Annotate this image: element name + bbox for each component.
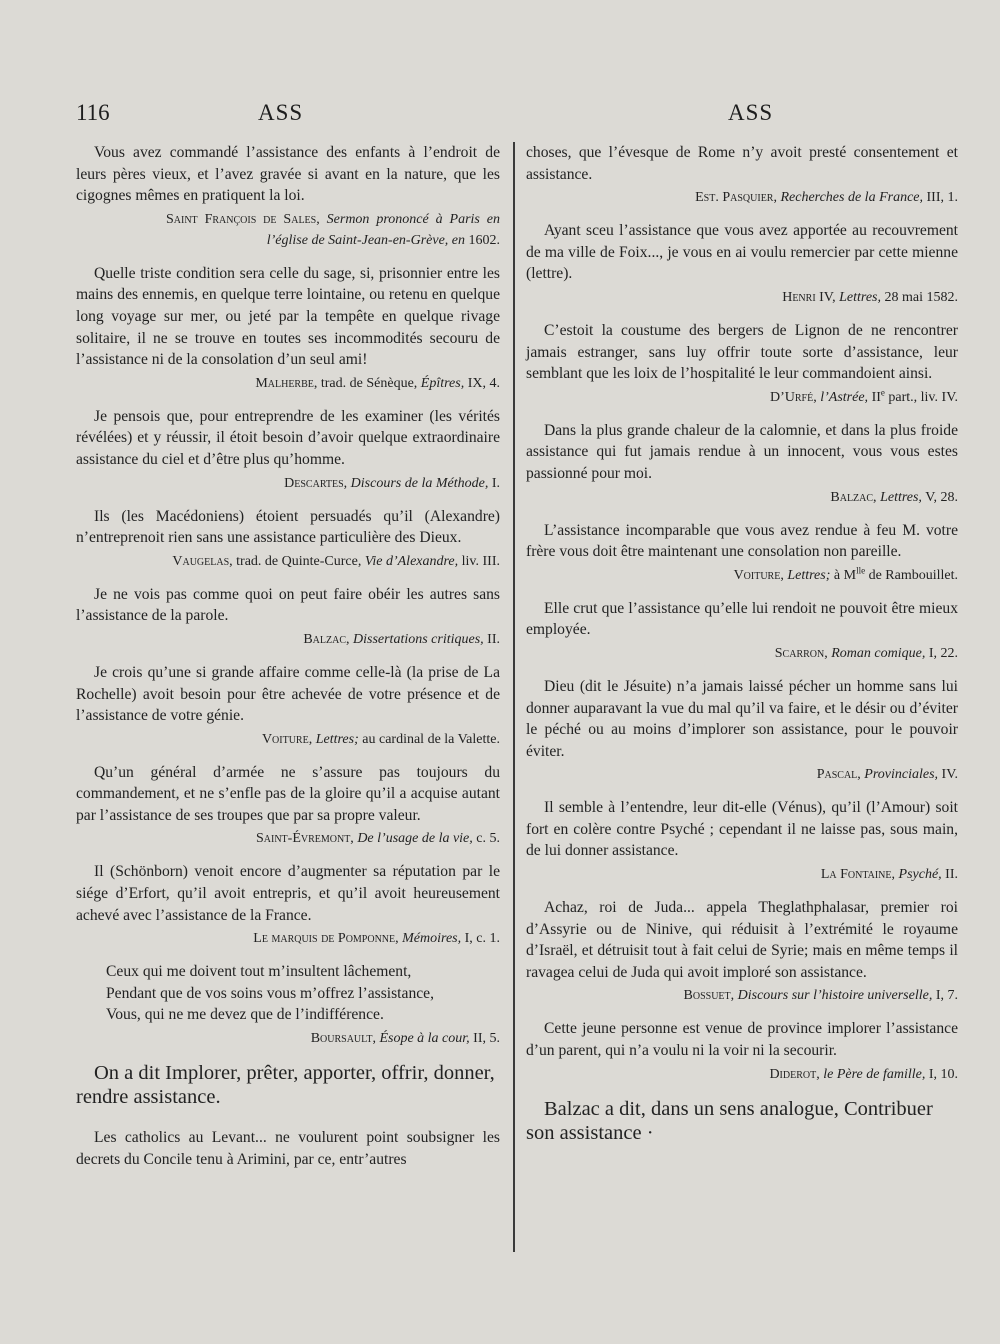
- quote: [76, 861, 500, 926]
- quote-text: Vous avez commandé l’assistance des enfants à l’endroit de leurs pères vieux, et l’avez gravée si avant en la nature, que les cigognes mêmes en pratiquent la loi.: [76, 144, 500, 205]
- quote: [76, 406, 500, 471]
- citation-author: Balzac,: [830, 489, 877, 505]
- left-column: [76, 142, 500, 1170]
- citation-ref: V, 28.: [925, 489, 958, 505]
- citation-author: Le marquis de Pomponne,: [253, 931, 399, 947]
- citation: [76, 828, 500, 849]
- citation-ref: au cardinal de la Valette.: [362, 731, 500, 747]
- citation-author: Saint-Évremont,: [255, 831, 354, 847]
- citation-work: Discours de la Méthode,: [350, 475, 489, 491]
- citation-author: Boursault,: [310, 1031, 376, 1047]
- citation-ref: 1602.: [468, 232, 500, 248]
- quote-text: L’assistance incomparable que vous avez rendue à feu M. votre frère vous doit être maintenant une consolation non pareille.: [526, 521, 958, 561]
- verse-line: Vous, qui ne me devez que de l’indifférence.: [106, 1006, 384, 1024]
- quote-text: Achaz, roi de Juda... appela Theglathphalasar, premier roi d’Assyrie ou de Ninive, qui réduisit à l’extrémité le royaume d’Israël, et détruisit tout à fait celui de Syrie; mais en même temps il ravagea celui de Juda qui avoit imploré son assistance.: [526, 899, 958, 981]
- quote-text: Je pensois que, pour entreprendre de les examiner (les vérités révélées) et y réussir, il étoit besoin d’avoir quelque extraordinaire assistance du ciel et d’être plus qu’homme.: [76, 407, 500, 468]
- usage-note: Balzac a dit, dans un sens analogue, Contribuer son assistance ·: [526, 1097, 933, 1144]
- quote: [526, 320, 958, 385]
- citation: [526, 1064, 958, 1085]
- quote-text: C’estoit la coustume des bergers de Lignon de ne rencontrer jamais estranger, sans luy offrir toute sorte d’assistance, leur semblant que les loix de l’hospitalité le leur commandoient ainsi.: [526, 321, 958, 383]
- citation-ref: IV.: [941, 767, 958, 783]
- citation-ref: 28 mai 1582.: [884, 289, 958, 305]
- citation: [526, 643, 958, 664]
- usage-note: On a dit Implorer, prêter, apporter, offrir, donner, rendre assistance.: [76, 1062, 495, 1109]
- citation-author: Scarron,: [774, 645, 828, 661]
- citation-ref: II.: [945, 867, 958, 883]
- quote: [526, 897, 958, 983]
- column-divider: [513, 142, 515, 1252]
- quote: [526, 220, 958, 285]
- citation-work: Mémoires,: [402, 931, 462, 947]
- quote-text: Dieu (dit le Jésuite) n’a jamais laissé pécher un homme sans lui donner auparavant la vue du mal qu’il va faire, et le désir ou d’éviter le péché ou au moins d’implorer son assistance, pour le pouvoir éviter.: [526, 677, 958, 760]
- quote-text: Je crois qu’une si grande affaire comme celle-là (la prise de La Rochelle) avoit besoin pour être achevée de votre présence et de l’assistance de votre génie.: [76, 663, 500, 725]
- citation-ref: I, 10.: [928, 1066, 958, 1082]
- citation-ref-post: de Rambouillet.: [868, 567, 958, 583]
- running-header: [0, 96, 1000, 132]
- citation-ref: IX, 4.: [467, 375, 500, 391]
- citation-ref: c. 5.: [476, 831, 500, 847]
- citation-work: Psyché,: [898, 867, 942, 883]
- citation: [76, 373, 500, 394]
- citation-ref-sup: lle: [856, 565, 866, 576]
- citation-work: Lettres;: [787, 567, 831, 583]
- quote-text: Il semble à l’entendre, leur dit-elle (Vénus), qu’il (l’Amour) soit fort en colère contre Psyché ; cependant il ne laisse pas, sous main, de lui donner assistance.: [526, 799, 958, 860]
- quote: [76, 584, 500, 627]
- citation-ref: II, 5.: [473, 1031, 500, 1047]
- citation-author: Descartes,: [284, 475, 348, 491]
- citation-work: Dissertations critiques,: [353, 631, 484, 647]
- citation-author: Voiture,: [733, 567, 784, 583]
- citation: [526, 187, 958, 208]
- citation-author: Saint François de Sales,: [166, 211, 320, 227]
- citation-work: Lettres,: [880, 489, 922, 505]
- citation-work: Lettres;: [315, 731, 359, 747]
- citation-author: Bossuet,: [683, 988, 735, 1004]
- citation-author: La Fontaine,: [820, 867, 896, 883]
- citation: [526, 565, 958, 586]
- citation-author: Pascal,: [816, 767, 861, 783]
- citation-ref: I, 7.: [935, 988, 958, 1004]
- citation-ref-pre: II: [871, 389, 881, 405]
- quote: [526, 797, 958, 862]
- citation-work: Discours sur l’histoire universelle,: [737, 988, 933, 1004]
- citation-ref: III, 1.: [926, 190, 958, 206]
- citation-author: Voiture,: [261, 731, 313, 747]
- quote: [76, 263, 500, 371]
- quote-text: choses, que l’évesque de Rome n’y avoit presté consentement et assistance.: [526, 144, 958, 183]
- citation: [76, 729, 500, 750]
- citation: [76, 209, 500, 251]
- quote-text: Dans la plus grande chaleur de la calomnie, et dans la plus froide assistance qui fut jamais rendue à un innocent, vous vous estes passionné pour moi.: [526, 421, 958, 482]
- quote: [76, 762, 500, 827]
- citation-pre: trad. de Quinte-Curce,: [236, 553, 362, 569]
- verse-line: Ceux qui me doivent tout m’insultent lâchement,: [106, 963, 412, 981]
- left-running-head: ASS: [258, 100, 304, 125]
- citation: [76, 551, 500, 572]
- citation: [526, 287, 958, 308]
- citation-ref: II.: [487, 631, 500, 647]
- citation: [526, 864, 958, 885]
- quote-text: Je ne vois pas comme quoi on peut faire obéir les autres sans l’assistance de la parole.: [76, 585, 500, 625]
- right-column: [526, 142, 958, 1163]
- quote-text: Ils (les Macédoniens) étoient persuadés qu’il (Alexandre) n’entreprenoit rien sans une assistance particulière des Dieux.: [76, 507, 500, 547]
- citation: [526, 764, 958, 785]
- citation-ref: liv. III.: [461, 553, 500, 569]
- citation-author: Diderot,: [769, 1066, 820, 1082]
- citation-author: Balzac,: [303, 631, 350, 647]
- quote-text: Qu’un général d’armée ne s’assure pas toujours du commandement, et ne s’enfle pas de la gloire qu’il a acquise autant par l’assistance de ses troupes que par sa propre valeur.: [76, 763, 500, 824]
- citation-work: l’Astrée,: [820, 389, 869, 405]
- citation-work: Roman comique,: [831, 645, 926, 661]
- citation: [526, 487, 958, 508]
- citation-work: le Père de famille,: [823, 1066, 926, 1082]
- citation-ref: I, c. 1.: [464, 931, 500, 947]
- citation-work: Épîtres,: [420, 375, 465, 391]
- quote-text: Les catholics au Levant... ne voulurent point soubsigner les decrets du Concile tenu à Arimini, par ce, entr’autres: [76, 1129, 500, 1168]
- citation-ref-post: part., liv. IV.: [888, 389, 958, 405]
- citation: [526, 985, 958, 1006]
- citation-author: Vaugelas,: [172, 553, 233, 569]
- citation-work: Vie d’Alexandre,: [364, 553, 459, 569]
- quote-text: Quelle triste condition sera celle du sage, si, prisonnier entre les mains des ennemis, en quelque terre lointaine, ou retenu en quelque long voyage sur mer, ou jeté par la tempête en quelque rivage solitaire, il ne se trouve en toutes ses incommodités secouru de l’assistance ni de la consolation d’un seul ami!: [76, 264, 500, 369]
- citation-work: Provinciales,: [864, 767, 939, 783]
- page-number: 116: [76, 100, 110, 125]
- verse-line: Pendant que de vos soins vous m’offrez l’assistance,: [106, 984, 434, 1002]
- right-running-head: ASS: [728, 100, 774, 125]
- citation-author: D’Urfé,: [770, 389, 817, 405]
- citation-ref: I.: [491, 475, 500, 491]
- citation-work: Sermon prononcé à Paris en l’église de Saint-Jean-en-Grève, en: [266, 211, 501, 248]
- quote: [76, 1127, 500, 1170]
- citation-work: De l’usage de la vie,: [357, 831, 473, 847]
- citation-ref: I, 22.: [928, 645, 958, 661]
- citation: [76, 928, 500, 949]
- quote: [526, 520, 958, 563]
- citation-work: Ésope à la cour,: [379, 1031, 470, 1047]
- quote-text: Ayant sceu l’assistance que vous avez apportée au recouvrement de ma ville de Foix..., je vous en ai voulu remercier par cette mienne (lettre).: [526, 222, 958, 283]
- citation-author: Est. Pasquier,: [695, 190, 777, 206]
- quote-text: Il (Schönborn) venoit encore d’augmenter sa réputation par le siége d’Erfort, qu’il avoit entrepris, et qu’il avoit heureusement achevé avec l’assistance de la France.: [76, 863, 500, 924]
- citation-work: Lettres,: [839, 289, 881, 305]
- citation: [76, 473, 500, 494]
- quote: [526, 676, 958, 762]
- citation-work: Recherches de la France,: [780, 190, 923, 206]
- quote-text: Elle crut que l’assistance qu’elle lui rendoit ne pouvoit être mieux employée.: [526, 599, 958, 639]
- verse-quote: [76, 961, 500, 1026]
- quote: [76, 506, 500, 549]
- quote: [526, 142, 958, 185]
- citation-ref-pre: à M: [833, 567, 857, 583]
- citation-ref-sup: e: [880, 387, 885, 398]
- quote-text: Cette jeune personne est venue de province implorer l’assistance d’un parent, qui n’a voulu ni la voir ni la secourir.: [526, 1020, 958, 1060]
- quote: [76, 662, 500, 727]
- citation-pre: trad. de Sénèque,: [320, 375, 418, 391]
- quote: [526, 420, 958, 485]
- citation-author: Malherbe,: [255, 375, 318, 391]
- quote: [526, 598, 958, 641]
- citation: [76, 1028, 500, 1049]
- quote: [76, 142, 500, 207]
- citation-author: Henri IV,: [782, 289, 836, 305]
- quote: [526, 1018, 958, 1061]
- citation: [526, 387, 958, 408]
- citation: [76, 629, 500, 650]
